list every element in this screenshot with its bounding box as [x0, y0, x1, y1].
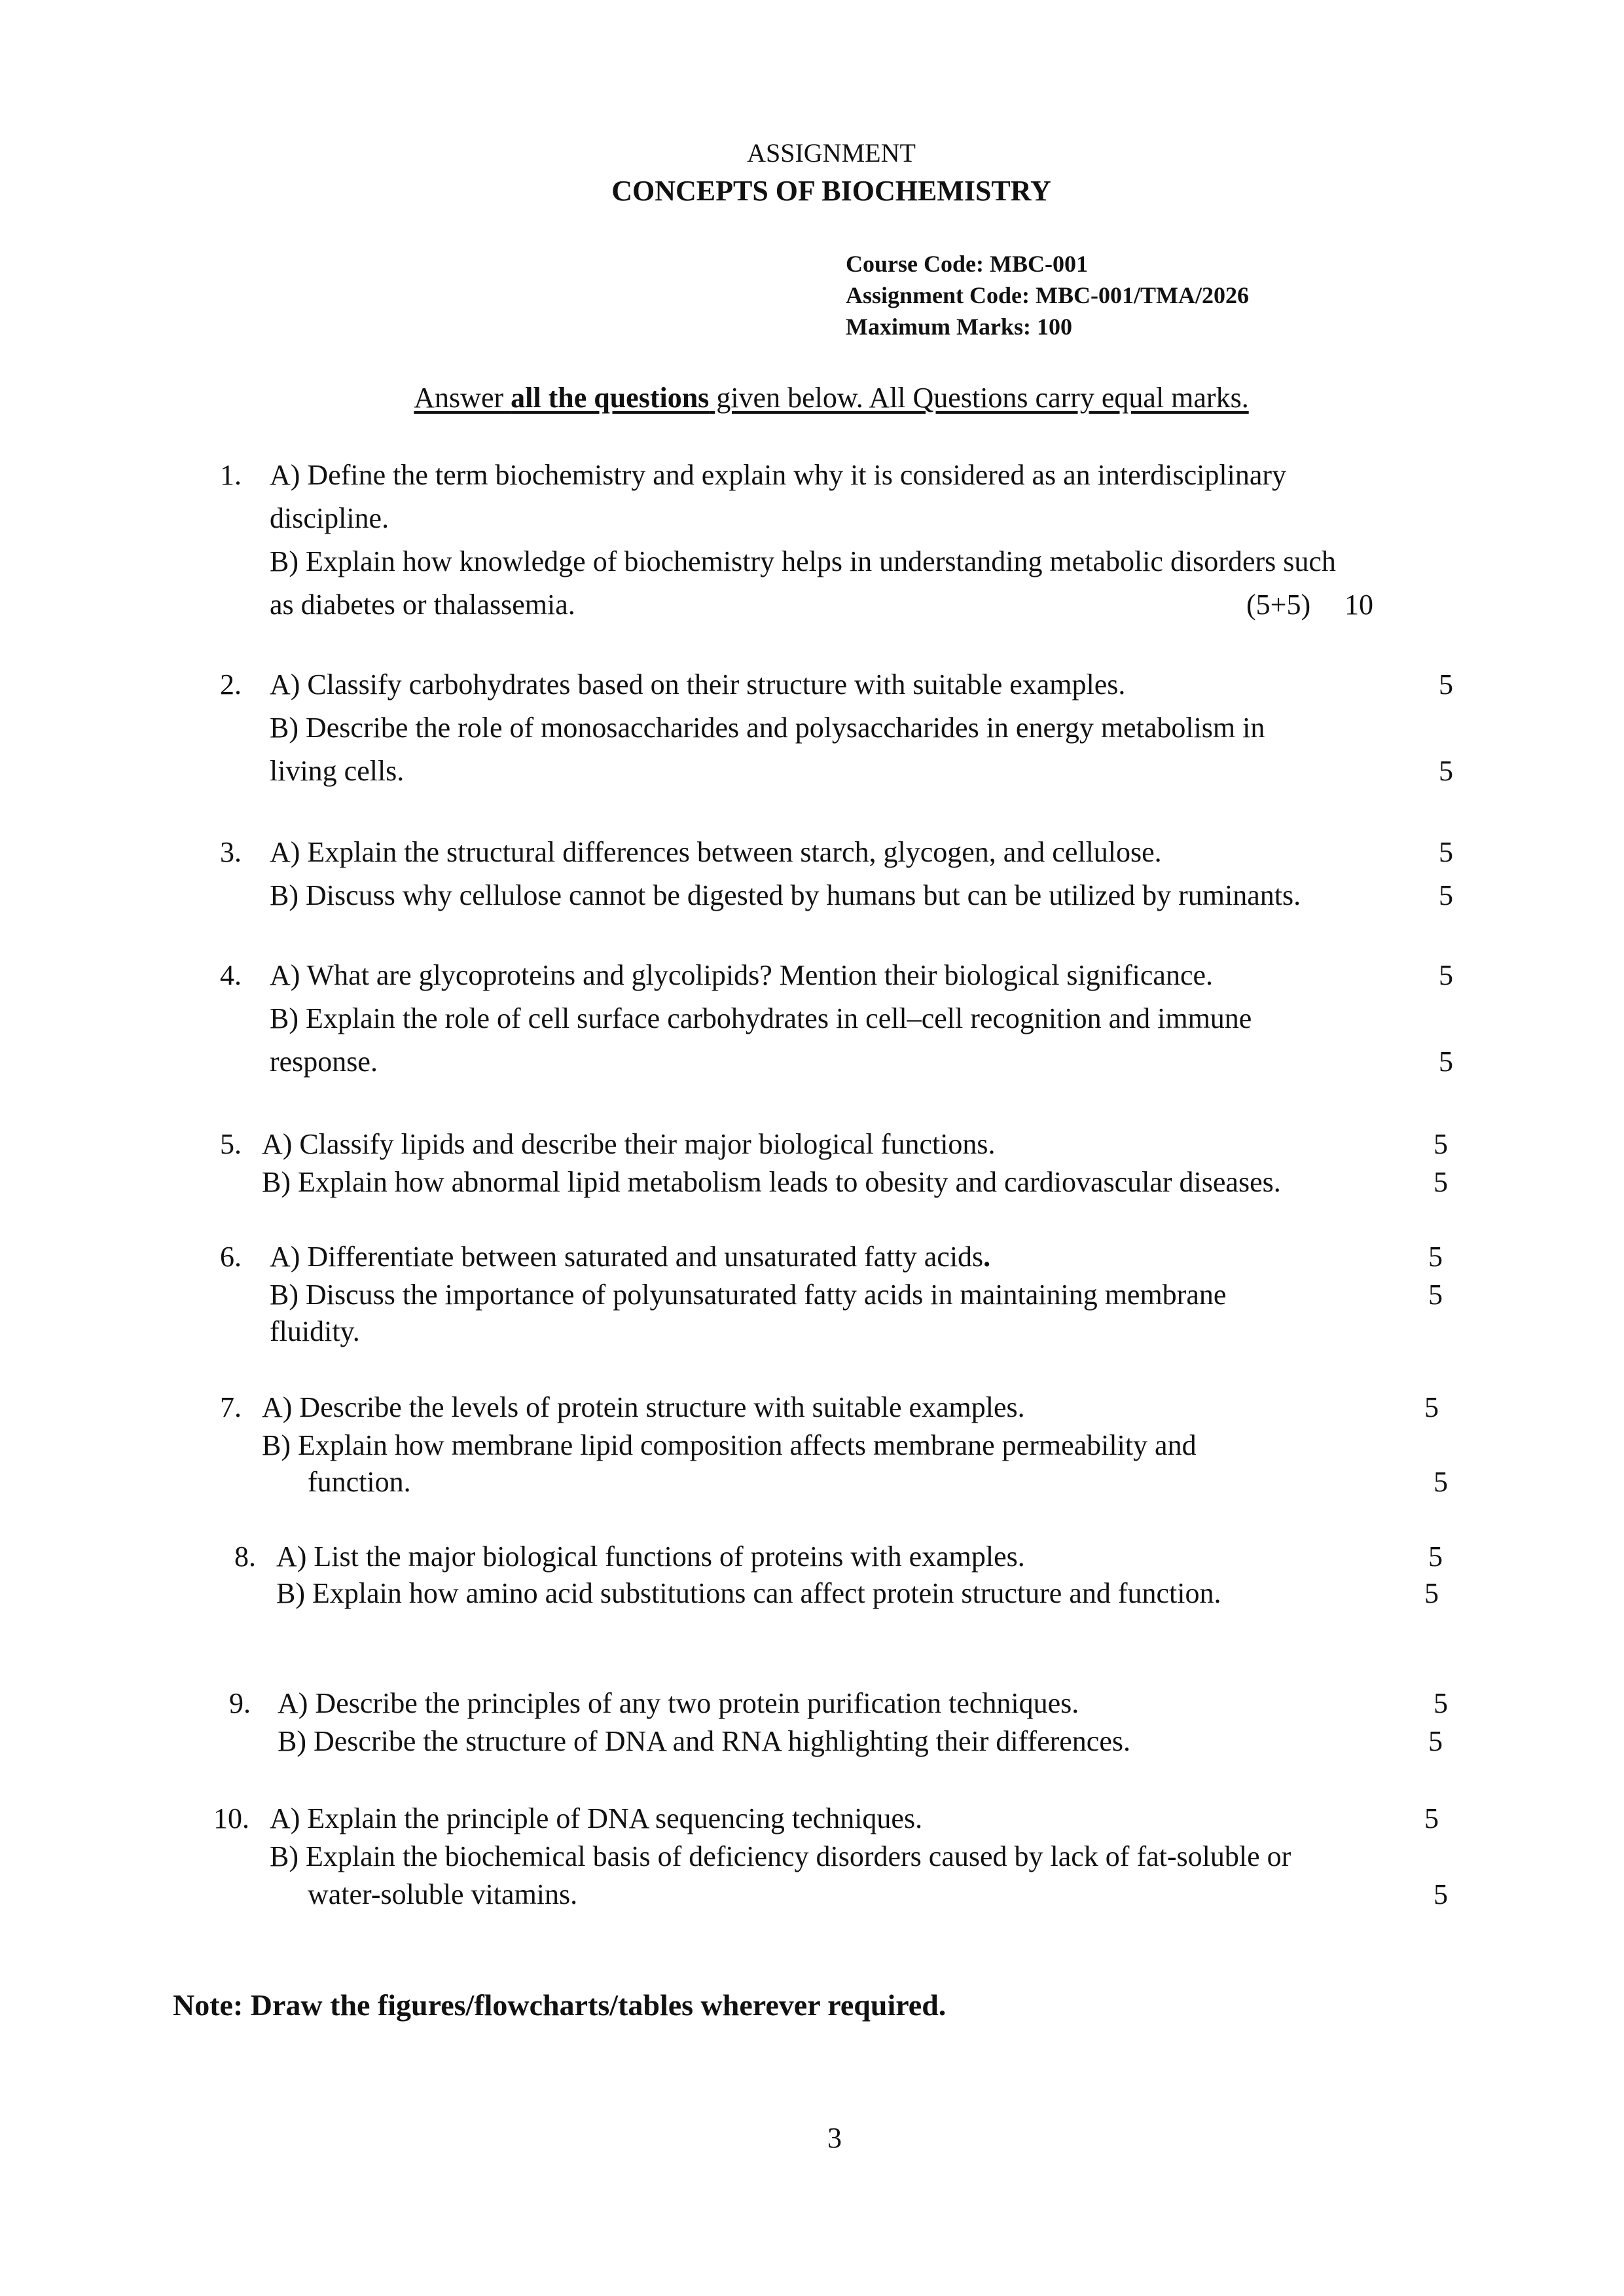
question-part-a: A) Describe the levels of protein structure with suitable examples.: [262, 1391, 1025, 1423]
question-number: 8.: [234, 1540, 256, 1573]
question-part-b: B) Describe the role of monosaccharides and polysaccharides in energy metabolism in: [270, 712, 1265, 744]
question-part-a-text: A) Differentiate between saturated and unsaturated fatty acids: [270, 1241, 984, 1273]
question-part-a: A) What are glycoproteins and glycolipids? Mention their biological significance.: [270, 959, 1213, 991]
question-part-b-cont: fluidity.: [270, 1315, 360, 1347]
question-part-a: A) Explain the structural differences between starch, glycogen, and cellulose.: [270, 836, 1162, 868]
question-number: 10.: [213, 1802, 249, 1834]
question-part-b: B) Explain how amino acid substitutions can affect protein structure and function.: [276, 1577, 1221, 1609]
question-part-a: A) Define the term biochemistry and explain why it is considered as an interdisciplinary: [270, 459, 1286, 491]
question-number: 2.: [220, 668, 242, 701]
marks-a: 5: [1428, 1241, 1443, 1273]
instructions-bold: all the questions: [511, 382, 710, 414]
question-part-b-cont: water-soluble vitamins.: [308, 1878, 578, 1910]
marks-a: 5: [1424, 1391, 1439, 1423]
page-title: CONCEPTS OF BIOCHEMISTRY: [611, 175, 1051, 207]
question-part-b-cont: living cells.: [270, 755, 405, 787]
question-number: 4.: [220, 959, 242, 991]
marks-b: 5: [1439, 879, 1453, 911]
question-number: 5.: [220, 1128, 242, 1160]
marks-a: 5: [1428, 1540, 1443, 1573]
question-part-a: A) Classify carbohydrates based on their structure with suitable examples.: [270, 668, 1126, 701]
marks-split: (5+5): [1246, 589, 1311, 621]
question-part-a: A) Classify lipids and describe their major biological functions.: [262, 1128, 996, 1160]
marks-total: 10: [1344, 589, 1373, 621]
question-part-a: [270, 1240, 990, 1273]
question-number: 9.: [229, 1687, 251, 1719]
marks-a: 5: [1439, 668, 1453, 701]
page-number: 3: [827, 2122, 842, 2154]
assignment-heading: ASSIGNMENT: [747, 138, 916, 168]
marks-b: 5: [1439, 1046, 1453, 1078]
question-number: 1.: [220, 459, 242, 491]
question-part-b: B) Explain how membrane lipid composition affects membrane permeability and: [262, 1429, 1197, 1461]
question-part-a: A) Explain the principle of DNA sequencing techniques.: [270, 1802, 923, 1834]
marks-a: 5: [1434, 1128, 1448, 1160]
marks-a: 5: [1439, 836, 1453, 868]
question-part-b-cont: as diabetes or thalassemia.: [270, 589, 575, 621]
marks-b: 5: [1428, 1725, 1443, 1757]
question-number: 7.: [220, 1391, 242, 1423]
question-part-a: A) Describe the principles of any two protein purification techniques.: [278, 1687, 1079, 1719]
question-part-a-bold-period: .: [983, 1241, 991, 1273]
instructions-post: given below. All Questions carry equal marks.: [709, 382, 1249, 414]
question-part-b: B) Explain how knowledge of biochemistry helps in understanding metabolic disorders such: [270, 545, 1336, 577]
question-part-b: B) Describe the structure of DNA and RNA highlighting their differences.: [278, 1725, 1130, 1757]
question-part-b: B) Explain how abnormal lipid metabolism leads to obesity and cardiovascular diseases.: [262, 1166, 1281, 1198]
instructions-pre: Answer: [414, 382, 511, 414]
question-part-b: B) Discuss why cellulose cannot be digested by humans but can be utilized by ruminants.: [270, 879, 1301, 911]
assignment-code: Assignment Code: MBC-001/TMA/2026: [846, 282, 1249, 308]
maximum-marks: Maximum Marks: 100: [846, 314, 1072, 340]
marks-b: 5: [1434, 1166, 1448, 1198]
question-part-a: A) List the major biological functions of proteins with examples.: [276, 1540, 1025, 1573]
marks-b: 5: [1428, 1279, 1443, 1311]
instructions: [0, 381, 1624, 414]
question-part-b-cont: function.: [308, 1466, 411, 1498]
question-number: 3.: [220, 836, 242, 868]
course-code: Course Code: MBC-001: [846, 251, 1088, 277]
question-part-b: B) Explain the role of cell surface carbohydrates in cell–cell recognition and immune: [270, 1002, 1252, 1034]
marks-a: 5: [1434, 1687, 1448, 1719]
marks-b: 5: [1424, 1577, 1439, 1609]
question-part-b-cont: response.: [270, 1046, 378, 1078]
question-part-b: B) Explain the biochemical basis of deficiency disorders caused by lack of fat-soluble or: [270, 1840, 1291, 1872]
question-number: 6.: [220, 1241, 242, 1273]
question-part-a-cont: discipline.: [270, 502, 389, 534]
marks-a: 5: [1439, 959, 1453, 991]
marks-b: 5: [1434, 1466, 1448, 1498]
marks-b: 5: [1439, 755, 1453, 787]
note: Note: Draw the figures/flowcharts/tables wherever required.: [173, 1988, 947, 2022]
marks-a: 5: [1424, 1802, 1439, 1834]
marks-b: 5: [1434, 1878, 1448, 1910]
question-part-b: B) Discuss the importance of polyunsaturated fatty acids in maintaining membrane: [270, 1279, 1227, 1311]
